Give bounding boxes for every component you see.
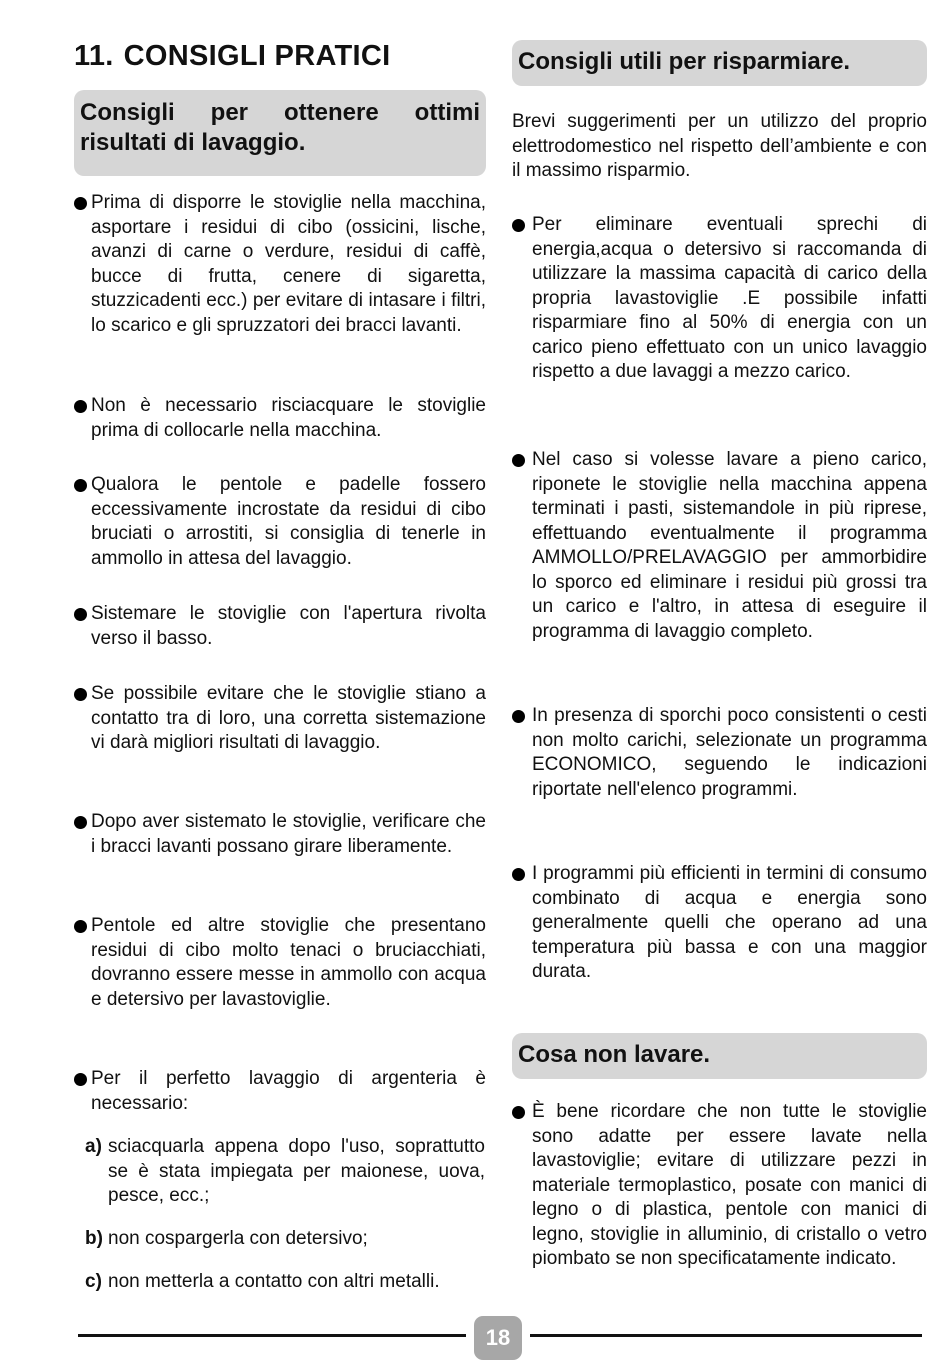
right-box-heading-savings: Consigli utili per risparmiare. [512,40,927,86]
bullet-icon [512,1106,525,1119]
left-bullet-item [74,394,486,443]
left-box-heading [74,90,486,176]
sub-item-label: a) [85,1136,102,1157]
left-bullet-item [74,914,486,1012]
bullet-text: Per il perfetto lavaggio di argenteria è necessario: [91,1068,486,1114]
left-box-word: per [210,99,249,126]
sub-item [85,1227,485,1252]
sub-item-text: sciacquarla appena dopo l'uso, soprattutto se è stata impiegata per maionese, uova, pesce, ecc.; [108,1136,485,1206]
bullet-text: Nel caso si volesse lavare a pieno carico, riponete le stoviglie nella macchina appena terminati i pasti, sistemandole in più riprese, effettuando eventualmente il programma AMMOLLO/PRELAVAGGIO per ammorbidire lo sporco ed eliminare i residui più grossi tra un carico e l'altro, in attesa di eseguire il programma di lavaggio completo. [532,449,927,642]
left-box-word: Consigli [80,99,175,126]
bullet-icon [74,688,87,701]
section-title [74,40,391,73]
section-title-text: CONSIGLI PRATICI [123,40,391,72]
bullet-icon [512,868,525,881]
sub-item-label: b) [85,1228,103,1249]
left-bullet-item [74,1067,486,1116]
bullet-icon [74,920,87,933]
right-bullet-item [512,704,927,802]
bullet-icon [74,608,87,621]
bullet-text: I programmi più efficienti in termini di consumo combinato di acqua e energia sono generalmente quelli che operano ad una temperatura più bassa e con una maggior durata. [532,863,927,982]
left-box-word: ottenere [284,99,379,126]
left-box-title-line1 [80,98,480,128]
page-number: 18 [474,1316,522,1360]
right-intro-paragraph: Brevi suggerimenti per un utilizzo del proprio elettrodomestico nel rispetto dell’ambiente e con il massimo risparmio. [512,111,927,181]
bullet-icon [74,816,87,829]
sub-item [85,1270,485,1295]
bullet-text: Se possibile evitare che le stoviglie stiano a contatto tra di loro, una corretta sistemazione vi darà migliori risultati di lavaggio. [91,683,486,753]
right-bullet-item [512,213,927,385]
bullet-text: Sistemare le stoviglie con l'apertura rivolta verso il basso. [91,603,486,649]
bullet-icon [512,710,525,723]
bullet-text: È bene ricordare che non tutte le stoviglie sono adatte per essere lavate nella lavastoviglie; evitare di utilizzare pezzi in materiale termoplastico, posate con manici di legno o di plastica, pentole con manici di legno, stoviglie in alluminio, di cristallo o vetro piombato se non specificatamente indicato. [532,1101,927,1269]
sub-item-text: non metterla a contatto con altri metalli. [108,1271,440,1292]
left-box-word: ottimi [414,99,480,126]
section-number: 11. [74,40,114,72]
left-bullet-item [74,810,486,859]
right-bullet-item [512,1100,927,1272]
right-box-heading-do-not-wash: Cosa non lavare. [512,1033,927,1079]
bullet-text: Qualora le pentole e padelle fossero eccessivamente incrostate da residui di cibo bruciati o arrostiti, si consiglia di tenerle in ammollo in attesa del lavaggio. [91,474,486,569]
sub-item-text: non cospargerla con detersivo; [108,1228,368,1249]
right-bullet-item [512,862,927,985]
bullet-icon [74,1073,87,1086]
bullet-text: Prima di disporre le stoviglie nella macchina, asportare i residui di cibo (ossicini, lische, avanzi di carne o verdure, residui di caffè, bucce di frutta, cenere di sigaretta, stuzzicadenti ecc.) per evitare di intasare i filtri, lo scarico e gli spruzzatori dei bracci lavanti. [91,192,486,336]
footer-divider-right [530,1334,922,1337]
sub-item [85,1135,485,1209]
bullet-icon [512,454,525,467]
bullet-text: Non è necessario risciacquare le stoviglie prima di collocarle nella macchina. [91,395,486,441]
sub-item-label: c) [85,1271,102,1292]
bullet-text: Pentole ed altre stoviglie che presentano residui di cibo molto tenaci o bruciacchiati, dovranno essere messe in ammollo con acqua e detersivo per lavastoviglie. [91,915,486,1010]
bullet-icon [512,219,525,232]
left-bullet-item [74,191,486,338]
footer-divider-left [78,1334,466,1337]
left-bullet-item [74,682,486,756]
bullet-icon [74,400,87,413]
bullet-text: In presenza di sporchi poco consistenti o cesti non molto carichi, selezionate un programma ECONOMICO, seguendo le indicazioni riportate nell'elenco programmi. [532,705,927,800]
left-bullet-item [74,602,486,651]
bullet-icon [74,479,87,492]
bullet-text: Per eliminare eventuali sprechi di energia,acqua o detersivo si raccomanda di utilizzare la massima capacità di carico della propria lavastoviglie .E possibile infatti risparmiare fino al 50% di energia con un carico pieno effettuato con un unico lavaggio rispetto a due lavaggi a mezzo carico. [532,214,927,382]
bullet-text: Dopo aver sistemato le stoviglie, verificare che i bracci lavanti possano girare liberamente. [91,811,486,857]
right-bullet-item [512,448,927,644]
left-bullet-item [74,473,486,571]
bullet-icon [74,197,87,210]
left-box-title-line2: risultati di lavaggio. [80,129,306,156]
